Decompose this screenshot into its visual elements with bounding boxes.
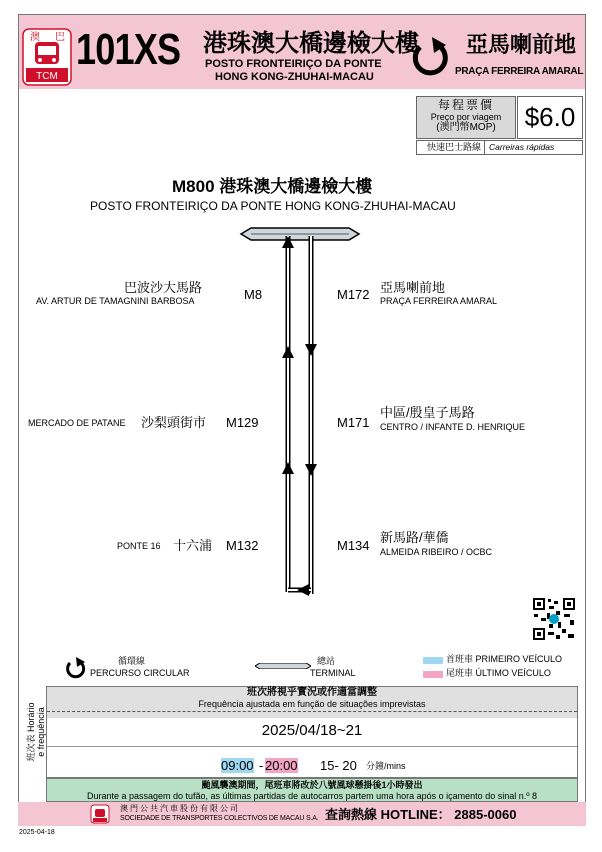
fare-label-box <box>416 96 516 139</box>
tcm-logo-icon <box>22 28 72 86</box>
first-bus-swatch <box>423 657 443 664</box>
stop-m129-pt: MERCADO DE PATANE <box>28 418 126 428</box>
timetable-side-label: 班次表 Horário e frequência <box>26 702 46 762</box>
legend-terminal-pt: TERMINAL <box>310 668 356 678</box>
stop-m132-code: M132 <box>226 538 259 553</box>
destination-zh: 港珠澳大橋邊檢大樓 <box>203 30 419 57</box>
fare-currency: (澳門幣MOP) <box>436 122 496 133</box>
divider <box>47 746 577 747</box>
circular-arrow-icon <box>65 656 87 680</box>
route-number: 101XS <box>76 25 181 74</box>
company-name-zh: 澳門公共汽車股份有限公司 <box>120 804 240 813</box>
stop-m172-code: M172 <box>337 287 370 302</box>
svg-text:巴: 巴 <box>55 32 65 43</box>
terminal-pt: PRAÇA FERREIRA AMARAL <box>455 66 584 77</box>
terminal-bar-icon <box>255 663 311 669</box>
timetable-date-range: 2025/04/18~21 <box>261 722 363 739</box>
stop-m172-zh: 亞馬喇前地 <box>380 280 446 295</box>
tcm-logo-icon <box>90 804 110 824</box>
service-type-pt: Carreiras rápidas <box>484 141 554 154</box>
origin-stop-pt: POSTO FRONTEIRIÇO DA PONTE HONG KONG-ZHUHAI-MACAU <box>90 199 456 213</box>
destination-pt-line1: POSTO FRONTEIRIÇO DA PONTE <box>205 58 382 70</box>
stop-m134-code: M134 <box>337 538 370 553</box>
typhoon-notice-pt: Durante a passagem do tufão, as últimas partidas de autocarros partem uma hora após o içamento do sinal n.º 8 <box>86 791 538 801</box>
stop-m8-pt: AV. ARTUR DE TAMAGNINI BARBOSA <box>36 296 195 306</box>
svg-text:澳: 澳 <box>30 32 40 43</box>
svg-text:TCM: TCM <box>36 71 58 82</box>
stop-m8-zh: 巴波沙大馬路 <box>124 280 203 295</box>
typhoon-notice <box>46 778 578 802</box>
stop-m172-pt: PRAÇA FERREIRA AMARAL <box>380 296 498 306</box>
timetable-note-pt: Frequência ajustada em função de situações imprevistas <box>198 699 426 709</box>
stop-m129-code: M129 <box>226 415 259 430</box>
terminal-zh: 亞馬喇前地 <box>466 32 577 57</box>
origin-stop-name: M800 港珠澳大橋邊檢大樓 <box>172 177 373 196</box>
hotline[interactable]: 查詢熱線 HOTLINE： 2885-0060 <box>325 807 517 822</box>
legend-circular-zh: 循環線 <box>118 656 146 666</box>
stop-m171-code: M171 <box>337 415 370 430</box>
qr-code-icon[interactable] <box>532 597 576 641</box>
first-bus-time: 09:00 <box>221 758 254 773</box>
stop-m171-zh: 中區/殷皇子馬路 <box>380 405 475 420</box>
stop-m8-code: M8 <box>244 287 263 302</box>
last-bus-swatch <box>423 671 443 678</box>
fare-label-pt: Preço por viagem <box>430 112 502 122</box>
last-bus-time: 20:00 <box>265 758 298 773</box>
service-type-box <box>416 140 583 155</box>
typhoon-notice-zh: 颱風襲澳期間，尾班車將改於八號風球懸掛後1小時發出 <box>201 780 423 790</box>
company-name-pt: SOCIEDADE DE TRANSPORTES COLECTIVOS DE MACAU S.A. <box>120 815 319 822</box>
divider <box>47 711 577 712</box>
destination-pt-line2: HONG KONG-ZHUHAI-MACAU <box>215 71 374 83</box>
stop-m171-pt: CENTRO / INFANTE D. HENRIQUE <box>380 422 526 432</box>
legend-terminal-zh: 總站 <box>317 656 336 666</box>
stop-m132-zh: 十六浦 <box>173 538 213 553</box>
print-date: 2025-04-18 <box>19 829 55 836</box>
stop-m129-zh: 沙梨頭街市 <box>141 415 207 430</box>
frequency-unit: 分鐘/mins <box>366 761 406 771</box>
fare-label-zh: 每程票價 <box>437 98 494 112</box>
service-type-zh: 快速巴士路線 <box>427 142 482 152</box>
legend-first-bus: 首班車 PRIMEIRO VEÍCULO <box>446 654 563 664</box>
time-separator: - <box>259 758 264 773</box>
frequency: 15- 20 <box>320 758 357 773</box>
stop-m132-pt: PONTE 16 <box>117 541 161 551</box>
circular-arrow-icon <box>410 35 450 79</box>
stop-m134-zh: 新馬路/華僑 <box>380 530 449 545</box>
fare-value: $6.0 <box>517 96 583 139</box>
stop-m134-pt: ALMEIDA RIBEIRO / OCBC <box>380 547 493 557</box>
legend-circular-pt: PERCURSO CIRCULAR <box>90 668 190 678</box>
timetable-note-zh: 班次將視乎實況或作適當調整 <box>247 687 377 698</box>
legend-last-bus: 尾班車 ÚLTIMO VEÍCULO <box>446 668 551 678</box>
